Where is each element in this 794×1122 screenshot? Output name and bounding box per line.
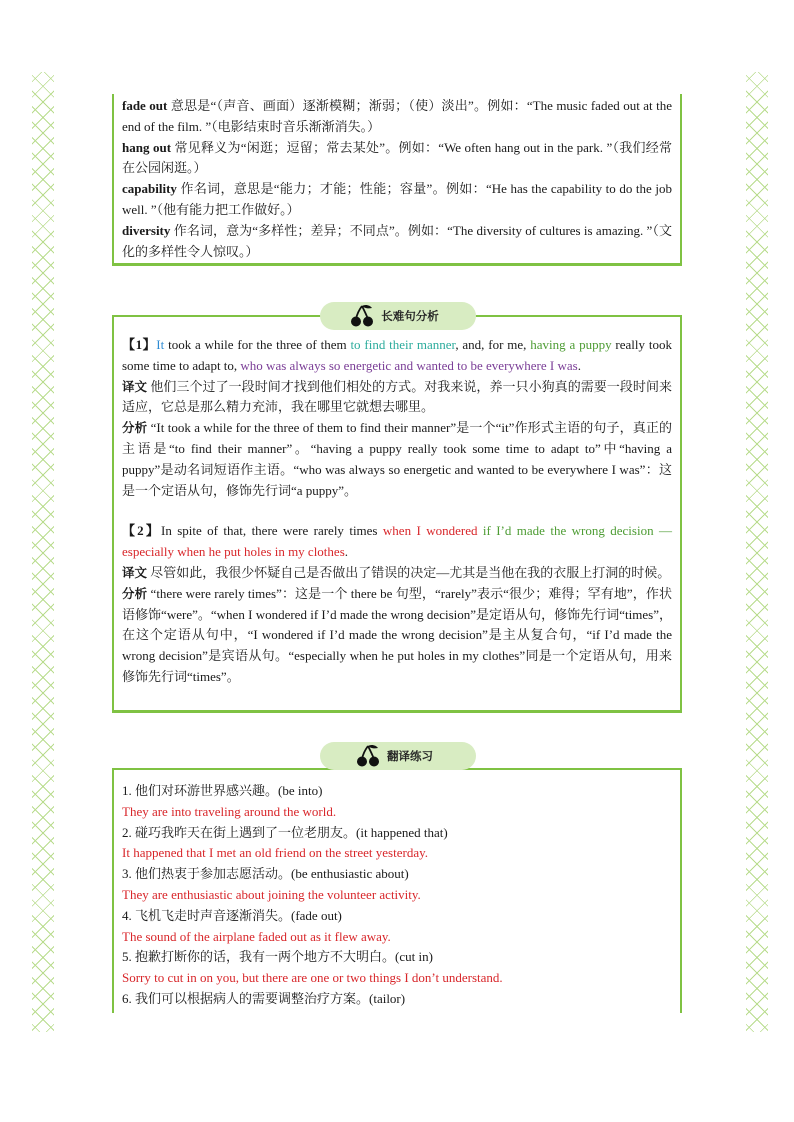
answer: They are into traveling around the world. [122,803,337,819]
answer: The sound of the airplane faded out as it flew away. [122,928,391,944]
vocab-entry [122,96,672,138]
translation-practice-panel [112,768,682,1013]
sentence-text: . [344,544,349,560]
vocab-entry [122,221,672,263]
section-header-long-sentence [320,302,476,330]
translation-text: 他们三个过了一段时间才找到他们相处的方式。对我来说，养一只小狗真的需要一段时间来适应，它总是那么精力充沛，我在哪里它就想去哪里。 [122,378,672,415]
subject-it: It [156,337,165,352]
vocab-panel [112,94,682,266]
vocab-term: hang out [122,139,172,155]
answer: They are enthusiastic about joining the volunteer activity. [122,886,421,902]
sentence-1 [122,335,672,377]
question: 3. 他们热衷于参加志愿活动。(be enthusiastic about) [122,866,409,882]
question: 6. 我们可以根据病人的需要调整治疗方案。(tailor) [122,990,406,1006]
translation-text: 尽管如此，我很少怀疑自己是否做出了错误的决定—尤其是当他在我的衣服上打洞的时候。 [147,564,671,580]
decorative-border-right [746,72,768,1032]
sentence-text: , and, for me, [455,337,531,352]
sentence-text: . [577,357,581,373]
attributive-clause: when I wondered [382,523,483,539]
question: 2. 碰巧我昨天在街上遇到了一位老朋友。(it happened that) [122,824,448,840]
cherry-icon [355,744,381,768]
analysis-text: “there were rarely times”：这是一个 there be 句型，“rarely”表示“很少；难得；罕有地”，作状语修饰“were”。“when I wondered if I’d made the wrong decision”是定语从句，修饰先行词“times”，在这个定语从句中，“I wondered if I’d made the wrong decision”是主从复合句，“if I’d made the wrong decision”是宾语从句。“especially when he put holes in my clothes”同是一个定语从句，用来修饰先行词“times”。 [122,585,672,684]
answer: Sorry to cut in on you, but there are one or two things I don’t understand. [122,970,503,986]
vocab-term: fade out [122,98,168,113]
question: 4. 飞机飞走时声音逐渐消失。(fade out) [122,907,342,923]
attributive-clause: especially when he put holes in my clothes [122,544,345,560]
question: 5. 抱歉打断你的话，我有一两个地方不大明白。(cut in) [122,949,433,965]
translation-label: 译文 [122,564,148,580]
sentence-2 [122,521,672,563]
vocab-text: 作名词，意为“多样性；差异；不同点”。例如：“The diversity of cultures is amazing. ”（文化的多样性令人惊叹。） [122,222,672,259]
sentence-text: took a while for the three of them [164,337,351,352]
decorative-border-left [32,72,54,1032]
question: 1. 他们对环游世界感兴趣。(be into) [122,783,323,798]
attributive-clause: who was always so energetic and wanted to be everywhere I was [240,357,578,373]
long-sentence-panel [112,315,682,713]
translation-label: 译文 [122,378,148,394]
vocab-entry [122,138,672,180]
sentence-number: 【1】 [122,337,157,352]
translation-1 [122,377,672,419]
vocab-term: capability [122,181,177,197]
object-clause: if I’d made the wrong decision — [482,523,672,539]
vocab-text: 意思是“（声音、画面）逐渐模糊；渐弱；（使）淡出”。例如：“The music faded out at the end of the film. ”（电影结束时音乐渐渐消失。） [122,98,673,134]
sentence-number: 【2】 [122,523,161,539]
section-title: 长难句分析 [381,309,439,323]
real-subject: to find their manner [350,337,456,352]
vocab-text: 常见释义为“闲逛；逗留；常去某处”。例如：“We often hang out in the park. ”（我们经常在公园闲逛。） [122,139,673,176]
vocab-term: diversity [122,222,171,238]
vocab-text: 作名词，意思是“能力；才能；性能；容量”。例如：“He has the capability to do the job well. ”（他有能力把工作做好。） [122,181,673,217]
analysis-label: 分析 [122,585,148,601]
cherry-icon [349,304,375,328]
translation-2 [122,563,672,584]
sentence-text: really took some time to adapt to, [122,337,672,373]
analysis-label: 分析 [122,420,148,436]
answer: It happened that I met an old friend on the street yesterday. [122,845,428,861]
sentence-text: In spite of that, there were rarely times [160,523,383,539]
section-header-translation [320,742,476,770]
vocab-entry [122,179,672,221]
section-title: 翻译练习 [387,749,433,763]
analysis-2 [122,584,672,688]
analysis-1 [122,418,672,501]
gerund-subject: having a puppy [530,337,612,352]
analysis-text: “It took a while for the three of them to find their manner”是一个“it”作形式主语的句子，真正的主语是“to find their manner”。“having a puppy really took some time to adapt to”中“having a puppy”是动名词短语作主语。“who was always so energetic and wanted to be everywhere I was”：这是一个定语从句，修饰先行词“a puppy”。 [122,420,672,498]
